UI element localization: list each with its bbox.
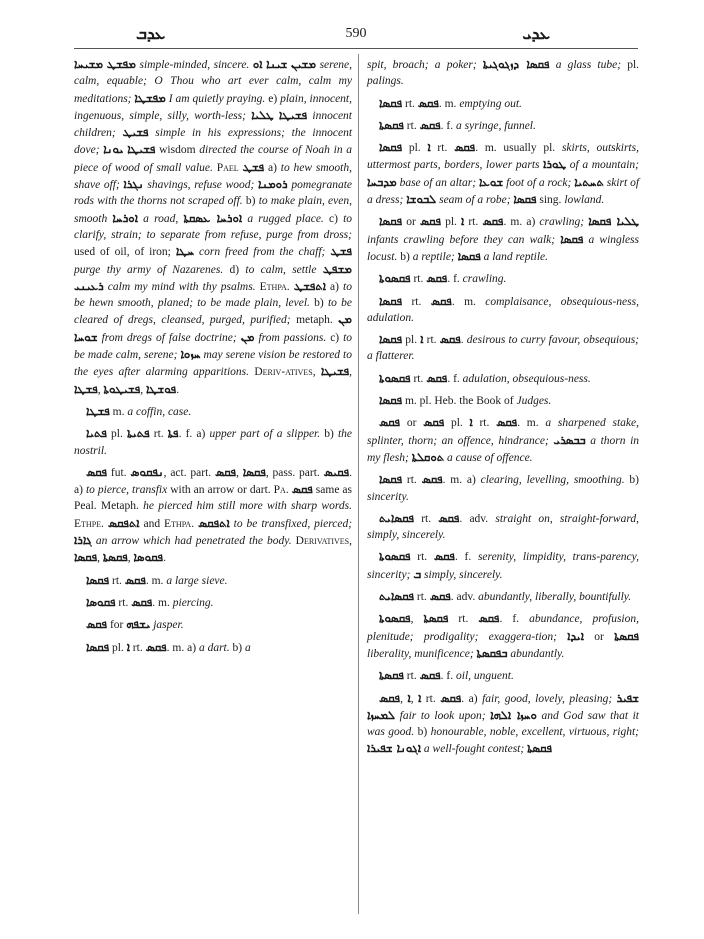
dictionary-entry: ܦܩܘܣܐ rt. ܦܩܣ. m. piercing. <box>86 594 214 609</box>
dictionary-entry: ܦܩܣ for ܝܫܦܗ jasper. <box>86 617 184 632</box>
right-column <box>367 56 639 758</box>
dictionary-entry: ܦܩܣܐ pl. ܐ rt. ܦܩܣ. m. usually pl. skirts, outskirts, uttermost parts, borders, lower parts ܛܘܪܐ of a mountain; ܡܕܒܚܐ base of an altar; ܫܘܥܐ foot of a rock; ܬܚܬܝܐ skirt of a dress; ܠܒܘܫܐ seam of a robe; ܦܩܣܐ sing. lowland. <box>367 140 640 207</box>
dictionary-entry: ܦܩܣ or ܦܩܣ pl. ܐ rt. ܦܩܣ. m. a sharpened stake, splinter, thorn; an offence, hindrance; ܒܒܣܪܝ a thorn in my flesh; ܬܘܩܠܬܐ a cause of offence. <box>367 415 640 464</box>
dictionary-entry: ܦܩܣܐ m. pl. Heb. the Book of Judges. <box>379 393 552 408</box>
dictionary-entry: ܦܫܛܐ m. a coffin, case. <box>86 403 192 418</box>
dictionary-entry: ܦܬܝܐ pl. ܦܬܝܬܐ rt. ܦܬܐ. f. a) upper part of a slipper. b) the nostril. <box>74 426 352 457</box>
dictionary-entry: ܦܩܣܐ or ܦܩܣ pl. ܐ rt. ܦܩܣ. m. a) crawling; ܛܠܝܐ ܦܩܣܐ infants crawling before they can walk; ܦܩܣܐ a wingless locust. b) a reptile; ܦܩܣܐ a land reptile. <box>367 214 640 263</box>
dictionary-entry: ܦܩܣܘܬܐ, ܦܩܣܬܐ rt. ܦܩܣ. f. abundance, profusion, plenitude; prodigality; exaggera-tion; ܐܝܕܐ or ܦܩܣܬܐ liberality, munificence; ܒܦܩܣܬܐ abundantly. <box>367 611 639 660</box>
running-head <box>74 24 638 46</box>
column-divider <box>358 54 359 914</box>
dictionary-entry: ܦܩܣܐ rt. ܦܩܣ. m. emptying out. <box>379 95 522 110</box>
entry-continuation: ܡܫܝܚܐ ܡܦܫܛ simple-minded, sincere. ܐܘ ܫܝܢܐ ܡܫܝܢ serene, calm, equable; O Thou who art ever calm, calm my meditations; ܡܦܫܛܐ I am quietly praying. e) plain, innocent, ingenuous, simple, silly, worth-less; ܛܠܝܐ ܦܫܝܛܐ innocent children; ܦܫܝܛ simple in his expressions; the innocent dove; ܝܘܢܐ ܦܫܝܛܐ wisdom directed the course of Noah in a piece of wood of small value. Pael ܦܫܛ a) to hew smooth, shave off; ܢܓܪܐ shavings, refuse wood; ܪܘܡܢܐ pomegranate rods with the thorns not scraped off. b) to make plain, even, smooth ܐܘܪܚܐ a road, ܐܘܪܚܐ ܥܣܩܬܐ a rugged place. c) to clarify, strain; to separate from refuse, purge from dross; used of oil, of iron; ܚܛܐ corn freed from the chaff; ܦܫܛ purge thy army of Nazarenes. d) to calm, settle ܡܫܦܛ ܪܥܝܢܝ calm my mind with thy psalms. Ethpa. ܐܬܦܫܛ a) to be hewn smooth, planed; to be made plain, level. b) to be cleared of dregs, cleansed, purged, purified; metaph. ܡܢ ܫܘܚܐ from dregs of false doctrine; ܡܢ from passions. c) to be made calm, serene; ܚܙܘܐ may serene vision be restored to the eyes after alarming apparitions. Deriv-atives, ܦܫܝܛܐ, ܦܫܛܐ, ܦܫܝܛܘܬܐ, ܦܘܫܛܐ. <box>74 57 353 396</box>
dictionary-entry: ܦܩܣ fut. ܢܦܩܘܣ, act. part. ܦܩܣ, ܦܩܣܐ, pass. part. ܦܩܝܣ. a) to pierce, transfix with an arrow or dart. Pa. ܦܩܣ same as Peal. Metaph. he pierced him still more with sharp words. Ethpe. ܐܬܦܩܣ and Ethpa. ܐܬܦܩܣ to be transfixed, pierced; ܓܐܪܐ an arrow which had penetrated the body. Derivatives, ܦܩܣܐ, ܦܩܣܬܐ, ܦܩܘܣܐ. <box>74 464 353 565</box>
dictionary-entry: ܦܩܣܐ rt. ܦܩܣ. m. complaisance, obsequious-ness, adulation. <box>367 293 639 324</box>
dictionary-entry: ܦܩܣܬܐ rt. ܦܩܣ. f. oil, unguent. <box>379 668 514 683</box>
entry-continuation: spit, broach; a poker; ܦܩܣܐ ܕܙܓܘܓܝܬܐ a glass tube; pl. palings. <box>367 57 640 88</box>
dictionary-entry: ܦܩܣܘܬܐ rt. ܦܩܣ. f. serenity, limpidity, trans-parency, sincerity; ܒ simply, sincerely. <box>367 549 639 581</box>
header-rule <box>74 48 638 49</box>
dictionary-entry: ܦܩܣܐ rt. ܦܩܣ. m. a large sieve. <box>86 572 228 587</box>
header-right-word: ܥܕܝ <box>522 24 550 43</box>
dictionary-entry: ܦܩܣܐܝܬ rt. ܦܩܣ. adv. straight on, straight-forward, simply, sincerely. <box>367 510 640 542</box>
dictionary-entry: ܦܩܣܬܐ rt. ܦܩܣ. f. a syringe, funnel. <box>379 117 536 132</box>
page-number: 590 <box>345 26 367 41</box>
dictionary-entry: ܦܩܣܐ pl. ܐ rt. ܦܩܣ. desirous to curry favour, obsequious; a flatterer. <box>367 332 640 363</box>
dictionary-entry: ܦܩܣ, ܐ, ܐ rt. ܦܩܣ. a) fair, good, lovely, pleasing; ܫܦܝܪ ܠܡܚܙܐ fair to look upon; ܘܚܙܐ ܐܠܗܐ and God saw that it was good. b) honourable, noble, excellent, virtuous, right; ܐܓܘܢܐ ܫܦܝܪܐ a well-fought contest; ܦܩܣܬܐ <box>367 690 640 756</box>
dictionary-entry: ܦܩܣܘܬܐ rt. ܦܩܣ. f. crawling. <box>379 271 507 286</box>
header-left-word: ܥܕܒ <box>136 24 166 43</box>
dictionary-entry: ܦܩܣܐ pl. ܐ rt. ܦܩܣ. m. a) a dart. b) a <box>86 639 251 654</box>
left-column <box>74 56 352 656</box>
dictionary-entry: ܦܩܣܘܬܐ rt. ܦܩܣ. f. adulation, obsequious-ness. <box>379 370 591 385</box>
dictionary-entry: ܦܩܣܐ rt. ܦܩܣ. m. a) clearing, levelling, smoothing. b) sincerity. <box>367 472 639 503</box>
dictionary-entry: ܦܩܣܐܝܬ rt. ܦܩܣ. adv. abundantly, liberally, bountifully. <box>379 589 632 604</box>
